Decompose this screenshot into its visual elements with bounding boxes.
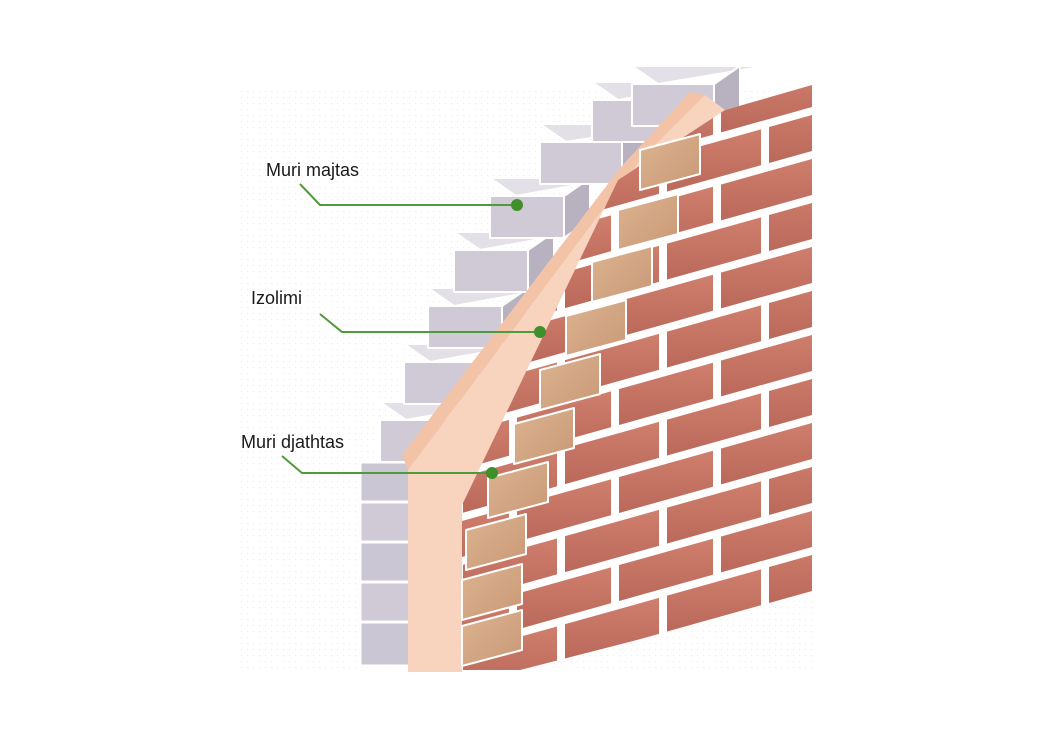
red-brick-front [822, 480, 918, 545]
red-brick-front [414, 683, 510, 748]
grey-brick [360, 502, 412, 542]
grey-brick [360, 622, 412, 666]
red-brick-front [924, 276, 1020, 341]
red-brick-front [870, 159, 966, 224]
red-brick-front [822, 216, 918, 281]
red-brick-front [822, 40, 918, 105]
red-brick-front [564, 0, 660, 45]
red-brick-front [462, 713, 558, 750]
red-brick-front [870, 0, 966, 48]
red-brick-front [822, 656, 918, 721]
red-brick-front [924, 452, 1020, 517]
red-brick-front [822, 392, 918, 457]
leader-dot [534, 326, 546, 338]
red-brick-front [822, 304, 918, 369]
red-brick-front [822, 0, 918, 17]
leader-dot [486, 467, 498, 479]
red-brick-front [972, 306, 1050, 371]
red-brick-front [822, 568, 918, 633]
red-brick-front [870, 71, 966, 136]
red-brick-front [972, 0, 1050, 19]
grey-brick [360, 582, 412, 622]
red-brick-front [822, 128, 918, 193]
red-brick-front [924, 100, 1020, 165]
red-brick-front [870, 687, 966, 750]
grey-brick [360, 462, 412, 502]
leader-dot [511, 199, 523, 211]
red-brick-front [924, 628, 1020, 693]
red-brick-front [870, 511, 966, 576]
red-brick-front [972, 130, 1050, 195]
label-right-wall: Muri djathtas [241, 432, 345, 452]
red-brick-front [972, 42, 1050, 107]
red-brick-front [666, 744, 762, 750]
red-brick-front [924, 540, 1020, 605]
grey-brick-front [454, 250, 528, 292]
label-left-wall: Muri majtas [266, 160, 360, 180]
red-brick-front [924, 364, 1020, 429]
red-brick-front [972, 658, 1050, 723]
red-brick-front [924, 12, 1020, 77]
grey-brick [360, 542, 412, 582]
red-brick-front [972, 746, 1050, 750]
red-brick-front [822, 744, 918, 750]
red-brick-front [720, 0, 816, 46]
red-brick-front [870, 335, 966, 400]
grey-brick-front [490, 196, 564, 238]
red-brick-front [972, 482, 1050, 547]
red-brick-front [870, 423, 966, 488]
red-brick-front [972, 218, 1050, 283]
red-brick-front [312, 711, 408, 750]
red-brick-front [516, 742, 612, 750]
label-insulation: Izolimi [251, 288, 303, 308]
red-brick-front [924, 716, 1020, 750]
red-brick-front [870, 247, 966, 312]
red-brick-front [666, 0, 762, 17]
red-brick-front [972, 570, 1050, 635]
red-brick-front [360, 742, 456, 750]
red-brick-front [720, 685, 816, 750]
grey-brick-front [540, 142, 622, 184]
red-brick-front [462, 9, 558, 74]
red-brick-front [870, 599, 966, 664]
red-brick-front [768, 715, 864, 750]
red-brick-front [564, 685, 660, 750]
red-brick-front [618, 9, 714, 74]
red-brick-front [972, 394, 1050, 459]
red-brick-front [618, 713, 714, 750]
red-brick-front [768, 11, 864, 76]
red-brick-front [924, 188, 1020, 253]
